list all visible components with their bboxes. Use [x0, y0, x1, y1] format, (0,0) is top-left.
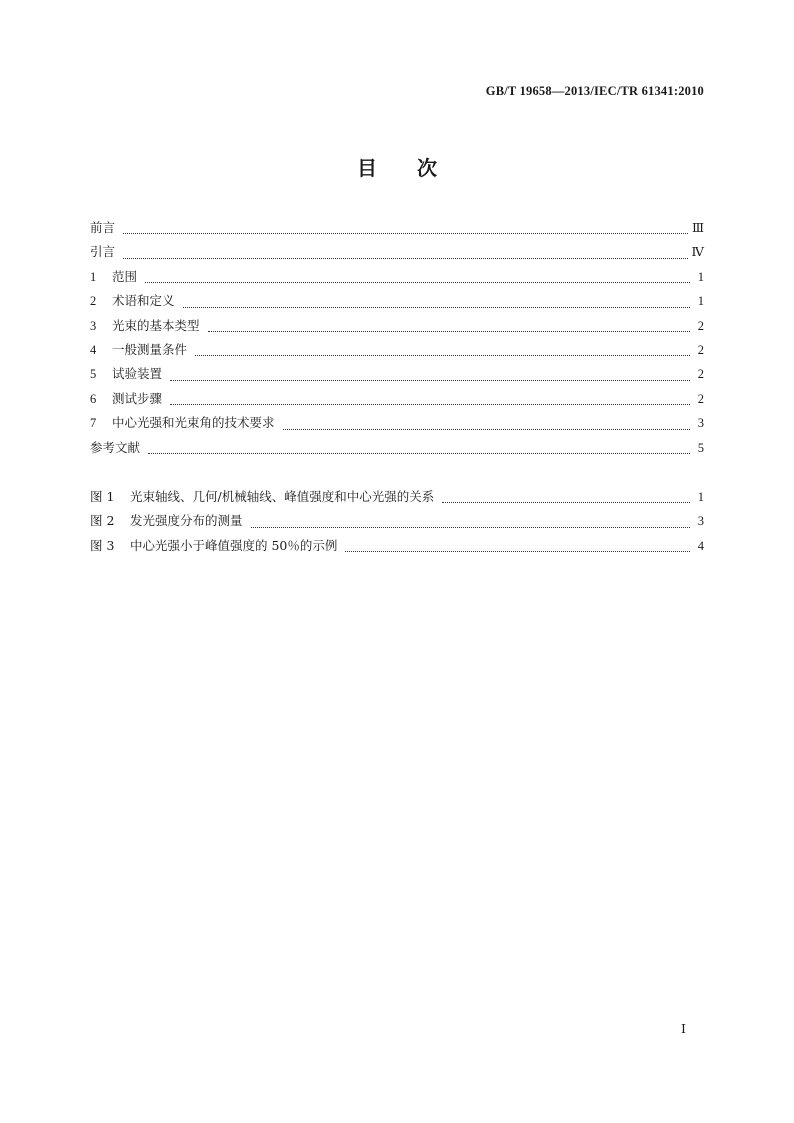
figure-entry-label: 中心光强小于峰值强度的 50％的示例 [130, 537, 338, 553]
toc-entry-label: 试验装置 [112, 366, 163, 382]
figure-entry-label: 光束轴线、几何/机械轴线、峰值强度和中心光强的关系 [130, 489, 435, 504]
toc-entry-foreword[interactable] [90, 218, 704, 242]
dot-leader [283, 429, 690, 430]
page-title: 目次 [357, 156, 477, 180]
toc-entry-introduction[interactable] [90, 242, 704, 266]
figure-entry-1[interactable] [90, 487, 704, 511]
toc-entry-number: 1 [90, 269, 97, 284]
toc-entry-page: Ⅳ [691, 245, 704, 260]
toc-entry-2[interactable] [90, 291, 704, 315]
toc-entry-label: 中心光强和光束角的技术要求 [112, 415, 275, 431]
list-of-figures [90, 487, 704, 560]
toc-entry-4[interactable] [90, 340, 704, 364]
toc-entry-label: 测试步骤 [112, 390, 163, 406]
figure-entry-number: 图 1 [90, 489, 115, 504]
figure-entry-label: 发光强度分布的测量 [130, 513, 243, 529]
figure-entry-2[interactable] [90, 511, 704, 535]
page-number: Ⅰ [681, 1022, 686, 1036]
dot-leader [123, 233, 688, 234]
toc-entry-label: 术语和定义 [112, 293, 175, 309]
toc-entry-references[interactable] [90, 438, 704, 462]
toc-entry-7[interactable] [90, 413, 704, 437]
figure-entry-page: 1 [697, 490, 704, 504]
toc-entry-label: 参考文献 [90, 439, 141, 455]
toc-entry-number: 6 [90, 391, 97, 406]
dot-leader [183, 307, 690, 308]
toc-entry-page: 3 [697, 416, 704, 431]
dot-leader [148, 453, 690, 454]
toc-entry-page: Ⅲ [691, 221, 704, 235]
dot-leader [123, 258, 687, 259]
table-of-contents [90, 218, 704, 462]
figure-entry-page: 4 [697, 538, 704, 553]
toc-entry-page: 2 [697, 318, 704, 333]
toc-entry-page: 2 [697, 342, 704, 357]
toc-entry-number: 3 [90, 318, 97, 333]
dot-leader [170, 380, 690, 381]
toc-entry-5[interactable] [90, 364, 704, 388]
toc-entry-1[interactable] [90, 267, 704, 291]
toc-entry-label: 前言 [90, 220, 116, 235]
document-code: GB/T 19658—2013/IEC/TR 61341:2010 [485, 84, 704, 98]
toc-entry-number: 5 [90, 367, 97, 382]
figure-entry-number: 图 3 [90, 537, 115, 553]
toc-entry-3[interactable] [90, 316, 704, 340]
dot-leader [195, 355, 690, 356]
dot-leader [345, 551, 690, 552]
dot-leader [251, 527, 690, 528]
toc-entry-number: 4 [90, 342, 97, 357]
toc-entry-page: 2 [697, 367, 704, 382]
toc-entry-label: 一般测量条件 [112, 341, 188, 357]
toc-entry-6[interactable] [90, 389, 704, 413]
figure-entry-number: 图 2 [90, 513, 115, 529]
toc-entry-page: 2 [697, 391, 704, 406]
toc-entry-label: 光束的基本类型 [112, 317, 200, 333]
toc-entry-number: 2 [90, 294, 97, 309]
toc-entry-page: 5 [697, 440, 704, 455]
toc-entry-number: 7 [90, 416, 97, 431]
toc-entry-page: 1 [697, 269, 704, 284]
dot-leader [145, 282, 690, 283]
dot-leader [170, 404, 690, 405]
figure-entry-page: 3 [697, 514, 704, 529]
dot-leader [208, 331, 690, 332]
toc-entry-label: 引言 [90, 244, 116, 260]
toc-entry-label: 范围 [112, 268, 138, 284]
toc-entry-page: 1 [697, 294, 704, 309]
dot-leader [442, 502, 690, 503]
figure-entry-3[interactable] [90, 536, 704, 560]
